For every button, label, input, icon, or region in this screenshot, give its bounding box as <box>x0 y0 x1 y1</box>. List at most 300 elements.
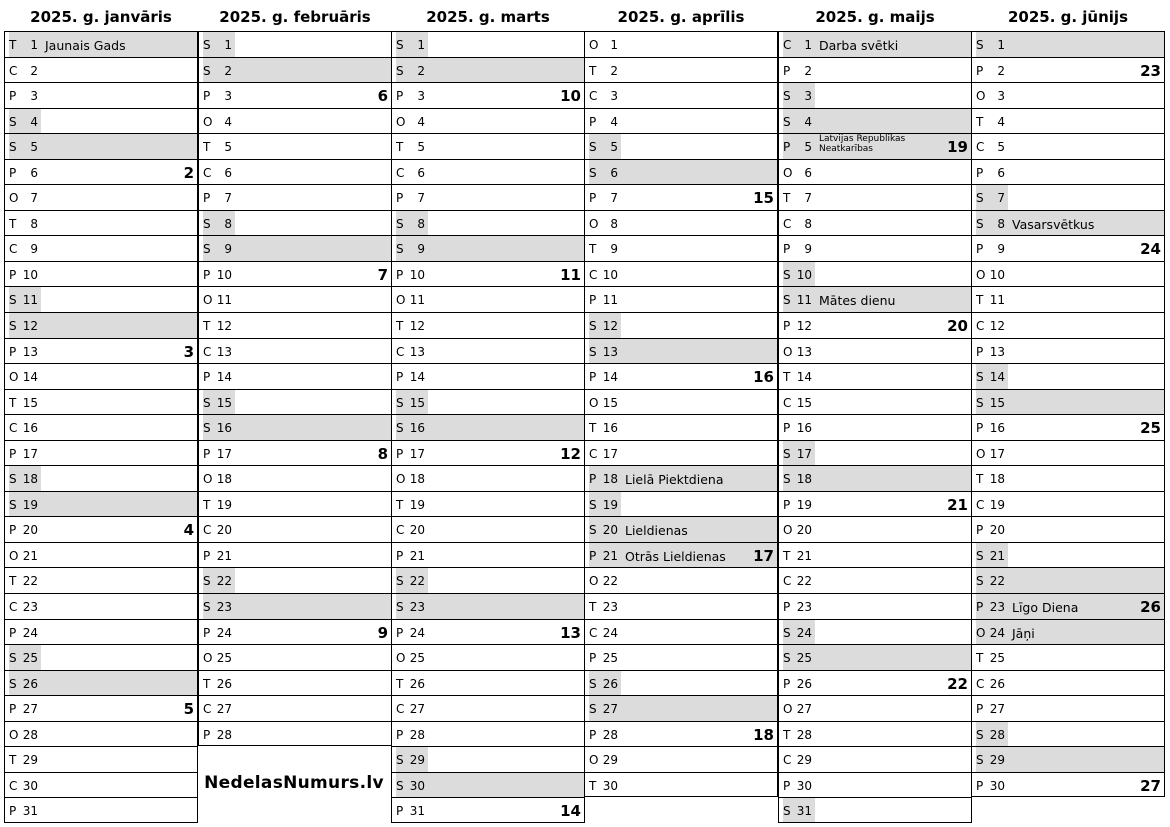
day-row <box>584 644 778 670</box>
day-row <box>391 82 585 108</box>
day-number: 20 <box>409 523 425 538</box>
day-row <box>198 414 392 440</box>
holiday-label: Jaunais Gads <box>45 38 126 53</box>
day-row <box>778 261 972 287</box>
day-number: 23 <box>796 600 812 615</box>
day-row <box>584 670 778 696</box>
weekday-letter: P <box>589 472 597 487</box>
weekday-letter: C <box>589 89 598 104</box>
week-number: 13 <box>560 623 581 642</box>
day-number: 12 <box>602 319 618 334</box>
month-title: 2025. g. marts <box>426 8 550 26</box>
weekday-letter: C <box>783 38 792 52</box>
day-number: 17 <box>602 446 618 461</box>
weekday-letter: O <box>203 293 213 308</box>
weekday-letter: O <box>783 344 793 359</box>
day-number: 21 <box>602 548 618 563</box>
weekday-letter: P <box>976 778 984 793</box>
weekday-letter: C <box>203 523 212 538</box>
holiday-label: Lielā Piektdiena <box>625 472 724 488</box>
weekday-letter: O <box>396 472 406 487</box>
weekday-letter: C <box>203 165 212 180</box>
weekday-letter: T <box>783 370 791 385</box>
day-row <box>198 363 392 389</box>
month-title: 2025. g. aprīlis <box>617 8 745 26</box>
weekday-letter: S <box>396 421 404 436</box>
day-number: 29 <box>796 753 812 768</box>
day-number: 22 <box>989 574 1005 589</box>
month-column <box>778 0 972 823</box>
day-number: 18 <box>22 472 38 487</box>
day-number: 11 <box>22 293 38 308</box>
weekday-letter: S <box>203 600 211 615</box>
weekday-letter: S <box>589 165 597 180</box>
day-row <box>4 210 198 236</box>
day-row <box>778 57 972 83</box>
day-row <box>4 108 198 134</box>
weekday-letter: T <box>396 676 404 691</box>
weekday-letter: S <box>9 676 17 691</box>
day-number: 30 <box>602 778 618 793</box>
weekday-letter: O <box>203 114 213 129</box>
weekday-letter: S <box>9 472 17 487</box>
weekday-letter: P <box>9 804 17 819</box>
weekday-letter: P <box>976 421 984 436</box>
day-number: 12 <box>409 319 425 334</box>
day-row <box>198 516 392 542</box>
week-number: 14 <box>560 802 581 821</box>
day-number: 19 <box>989 497 1005 512</box>
day-number: 14 <box>409 370 425 385</box>
day-row <box>971 312 1165 338</box>
weekday-letter: T <box>976 293 984 308</box>
week-number: 4 <box>183 521 194 540</box>
day-number: 22 <box>216 574 232 589</box>
week-number: 6 <box>377 87 388 106</box>
weekday-letter: P <box>976 63 984 78</box>
weekday-letter: P <box>976 702 984 717</box>
day-number: 28 <box>216 727 232 742</box>
day-row <box>4 542 198 568</box>
day-row <box>198 670 392 696</box>
week-number: 3 <box>183 342 194 361</box>
weekday-letter: O <box>203 472 213 487</box>
day-number: 29 <box>989 753 1005 768</box>
day-number: 27 <box>216 702 232 717</box>
day-row <box>584 312 778 338</box>
day-number: 23 <box>22 600 38 615</box>
weekday-letter: P <box>203 191 211 206</box>
day-row <box>584 184 778 210</box>
day-number: 7 <box>997 191 1005 206</box>
day-number: 13 <box>409 344 425 359</box>
day-row <box>778 619 972 645</box>
day-number: 2 <box>224 63 232 78</box>
day-number: 18 <box>409 472 425 487</box>
weekday-letter: S <box>396 63 404 78</box>
day-row <box>391 312 585 338</box>
day-number: 29 <box>409 753 425 768</box>
day-number: 5 <box>30 140 38 155</box>
day-number: 17 <box>409 446 425 461</box>
holiday-label: Darba svētki <box>819 38 899 53</box>
weekday-letter: O <box>976 267 986 282</box>
weekday-letter: O <box>589 216 599 231</box>
weekday-letter: P <box>976 242 984 257</box>
day-number: 21 <box>216 548 232 563</box>
weekday-letter: P <box>589 293 597 308</box>
day-row <box>971 721 1165 747</box>
day-row <box>584 57 778 83</box>
day-row <box>198 235 392 261</box>
day-row <box>198 619 392 645</box>
day-row <box>391 286 585 312</box>
day-number: 30 <box>409 778 425 793</box>
month-title: 2025. g. jūnijs <box>1007 8 1129 26</box>
day-number: 22 <box>409 574 425 589</box>
day-row <box>971 184 1165 210</box>
day-row <box>198 567 392 593</box>
month-title: 2025. g. maijs <box>815 8 935 26</box>
day-number: 13 <box>216 344 232 359</box>
day-row <box>198 57 392 83</box>
weekday-letter: S <box>589 523 597 538</box>
day-row <box>584 567 778 593</box>
day-number: 3 <box>224 89 232 104</box>
day-row <box>971 108 1165 134</box>
weekday-letter: O <box>396 651 406 666</box>
day-row <box>584 210 778 236</box>
weekday-letter: C <box>396 523 405 538</box>
day-row <box>778 670 972 696</box>
day-row <box>778 721 972 747</box>
weekday-letter: O <box>9 370 19 385</box>
day-row <box>971 414 1165 440</box>
day-row <box>391 235 585 261</box>
day-row <box>971 389 1165 415</box>
day-row <box>584 772 778 798</box>
day-number: 27 <box>796 702 812 717</box>
day-number: 7 <box>417 191 425 206</box>
weekday-letter: P <box>783 63 791 78</box>
day-row <box>391 159 585 185</box>
weekday-letter: T <box>589 63 597 78</box>
day-number: 24 <box>409 625 425 640</box>
day-number: 17 <box>216 446 232 461</box>
day-row <box>584 389 778 415</box>
day-row <box>391 516 585 542</box>
day-number: 27 <box>989 702 1005 717</box>
day-row <box>391 57 585 83</box>
weekday-letter: P <box>976 600 984 615</box>
day-row <box>584 440 778 466</box>
weekday-letter: C <box>589 446 598 461</box>
day-row <box>391 644 585 670</box>
day-number: 30 <box>22 778 38 793</box>
day-row <box>971 465 1165 491</box>
weekday-letter: P <box>203 548 211 563</box>
weekday-letter: S <box>203 242 211 257</box>
weekday-letter: P <box>589 651 597 666</box>
day-row <box>778 746 972 772</box>
day-row <box>4 516 198 542</box>
day-number: 28 <box>796 727 812 742</box>
weekday-letter: P <box>203 625 211 640</box>
day-number: 15 <box>216 395 232 410</box>
day-number: 6 <box>417 165 425 180</box>
day-number: 29 <box>22 753 38 768</box>
day-row <box>971 746 1165 772</box>
day-row <box>391 184 585 210</box>
day-row <box>198 593 392 619</box>
day-number: 10 <box>602 267 618 282</box>
weekday-letter: C <box>976 140 985 155</box>
weekday-letter: S <box>203 574 211 589</box>
day-number: 8 <box>224 216 232 231</box>
day-number: 27 <box>22 702 38 717</box>
day-row <box>971 644 1165 670</box>
day-number: 26 <box>22 676 38 691</box>
day-row <box>778 465 972 491</box>
month-title: 2025. g. februāris <box>219 8 371 26</box>
week-number: 26 <box>1140 598 1161 617</box>
weekday-letter: P <box>396 89 404 104</box>
week-number: 5 <box>183 700 194 719</box>
weekday-letter: O <box>589 395 599 410</box>
day-number: 3 <box>417 89 425 104</box>
day-number: 25 <box>602 651 618 666</box>
day-number: 11 <box>602 293 618 308</box>
day-number: 8 <box>417 216 425 231</box>
weekday-letter: T <box>783 191 791 206</box>
day-number: 20 <box>796 523 812 538</box>
day-number: 10 <box>22 267 38 282</box>
day-number: 5 <box>610 140 618 155</box>
day-row <box>778 31 972 57</box>
day-number: 19 <box>216 497 232 512</box>
holiday-label: Jāņi <box>1012 625 1035 641</box>
weekday-letter: S <box>396 753 404 768</box>
day-number: 24 <box>216 625 232 640</box>
day-row <box>778 491 972 517</box>
day-row <box>778 184 972 210</box>
weekday-letter: S <box>783 293 791 308</box>
day-number: 19 <box>409 497 425 512</box>
weekday-letter: S <box>589 676 597 691</box>
day-number: 21 <box>22 548 38 563</box>
day-row <box>4 82 198 108</box>
weekday-letter: P <box>396 191 404 206</box>
holiday-label: Mātes dienu <box>819 293 896 309</box>
day-number: 3 <box>804 89 812 104</box>
weekday-letter: C <box>589 267 598 282</box>
day-row <box>391 695 585 721</box>
day-row <box>4 235 198 261</box>
day-number: 24 <box>22 625 38 640</box>
day-number: 13 <box>796 344 812 359</box>
week-number: 24 <box>1140 240 1161 259</box>
day-number: 11 <box>216 293 232 308</box>
day-number: 2 <box>610 63 618 78</box>
day-number: 16 <box>989 421 1005 436</box>
weekday-letter: T <box>976 472 984 487</box>
weekday-letter: C <box>783 216 792 231</box>
weekday-letter: C <box>203 344 212 359</box>
weekday-letter: S <box>396 574 404 589</box>
day-number: 14 <box>989 370 1005 385</box>
day-row <box>778 440 972 466</box>
weekday-letter: S <box>589 319 597 334</box>
day-row <box>584 593 778 619</box>
week-number: 18 <box>753 725 774 744</box>
day-number: 17 <box>989 446 1005 461</box>
day-number: 16 <box>409 421 425 436</box>
week-number: 27 <box>1140 776 1161 795</box>
weekday-letter: T <box>9 395 17 410</box>
day-number: 15 <box>989 395 1005 410</box>
day-row <box>584 286 778 312</box>
day-number: 24 <box>796 625 812 640</box>
weekday-letter: P <box>203 727 211 742</box>
weekday-letter: T <box>589 421 597 436</box>
week-number: 11 <box>560 265 581 284</box>
month-column <box>198 0 392 746</box>
day-number: 27 <box>602 702 618 717</box>
day-number: 10 <box>989 267 1005 282</box>
day-number: 7 <box>224 191 232 206</box>
day-number: 9 <box>610 242 618 257</box>
day-number: 22 <box>796 574 812 589</box>
weekday-letter: S <box>396 395 404 410</box>
day-number: 9 <box>30 242 38 257</box>
day-number: 14 <box>216 370 232 385</box>
day-number: 7 <box>804 191 812 206</box>
weekday-letter: S <box>203 216 211 231</box>
day-number: 31 <box>22 804 38 819</box>
day-row <box>778 644 972 670</box>
week-number: 17 <box>753 546 774 565</box>
day-row <box>971 159 1165 185</box>
weekday-letter: T <box>396 497 404 512</box>
holiday-label: Līgo Diena <box>1012 600 1079 616</box>
weekday-letter: P <box>783 242 791 257</box>
day-row <box>4 670 198 696</box>
weekday-letter: S <box>783 625 791 640</box>
weekday-letter: C <box>203 702 212 717</box>
day-row <box>198 338 392 364</box>
day-number: 20 <box>216 523 232 538</box>
weekday-letter: P <box>976 344 984 359</box>
weekday-letter: P <box>396 446 404 461</box>
week-number: 19 <box>947 138 968 157</box>
day-number: 26 <box>602 676 618 691</box>
day-row <box>4 593 198 619</box>
week-number: 15 <box>753 189 774 208</box>
weekday-letter: P <box>783 600 791 615</box>
weekday-letter: S <box>9 140 17 155</box>
day-row <box>391 338 585 364</box>
day-number: 20 <box>22 523 38 538</box>
weekday-letter: S <box>589 140 597 155</box>
weekday-letter: S <box>203 38 211 52</box>
day-row <box>391 542 585 568</box>
day-number: 5 <box>417 140 425 155</box>
day-number: 2 <box>417 63 425 78</box>
day-number: 11 <box>989 293 1005 308</box>
day-number: 5 <box>997 140 1005 155</box>
day-number: 19 <box>22 497 38 512</box>
weekday-letter: P <box>396 625 404 640</box>
day-number: 15 <box>22 395 38 410</box>
weekday-letter: T <box>589 600 597 615</box>
weekday-letter: S <box>9 497 17 512</box>
day-row <box>198 721 392 747</box>
day-row <box>4 721 198 747</box>
day-row <box>198 184 392 210</box>
weekday-letter: P <box>589 191 597 206</box>
day-row <box>391 440 585 466</box>
day-row <box>198 133 392 159</box>
day-row <box>391 772 585 798</box>
weekday-letter: S <box>783 472 791 487</box>
weekday-letter: P <box>589 114 597 129</box>
day-row <box>971 491 1165 517</box>
day-number: 10 <box>796 267 812 282</box>
day-number: 3 <box>997 89 1005 104</box>
weekday-letter: P <box>9 625 17 640</box>
day-number: 16 <box>796 421 812 436</box>
weekday-letter: S <box>9 319 17 334</box>
day-row <box>4 261 198 287</box>
weekday-letter: O <box>589 574 599 589</box>
week-number: 9 <box>377 623 388 642</box>
day-number: 4 <box>224 114 232 129</box>
day-row <box>391 619 585 645</box>
day-number: 8 <box>30 216 38 231</box>
day-number: 4 <box>804 114 812 129</box>
weekday-letter: O <box>783 523 793 538</box>
day-row <box>971 235 1165 261</box>
weekday-letter: T <box>396 319 404 334</box>
day-row <box>4 491 198 517</box>
day-row <box>391 108 585 134</box>
weekday-letter: S <box>783 114 791 129</box>
weekday-letter: S <box>9 651 17 666</box>
weekday-letter: P <box>9 446 17 461</box>
day-row <box>391 389 585 415</box>
week-number: 20 <box>947 317 968 336</box>
weekday-letter: S <box>976 191 984 206</box>
weekday-letter: O <box>976 446 986 461</box>
day-row <box>778 159 972 185</box>
day-number: 5 <box>804 140 812 155</box>
weekday-letter: O <box>396 114 406 129</box>
week-number: 2 <box>183 163 194 182</box>
day-row <box>778 338 972 364</box>
weekday-letter: P <box>396 548 404 563</box>
day-number: 28 <box>602 727 618 742</box>
weekday-letter: P <box>783 778 791 793</box>
day-row <box>778 414 972 440</box>
day-row <box>4 695 198 721</box>
day-number: 15 <box>796 395 812 410</box>
week-number: 21 <box>947 495 968 514</box>
day-row <box>391 567 585 593</box>
day-row <box>971 133 1165 159</box>
day-number: 25 <box>22 651 38 666</box>
weekday-letter: P <box>396 727 404 742</box>
day-row <box>971 619 1165 645</box>
